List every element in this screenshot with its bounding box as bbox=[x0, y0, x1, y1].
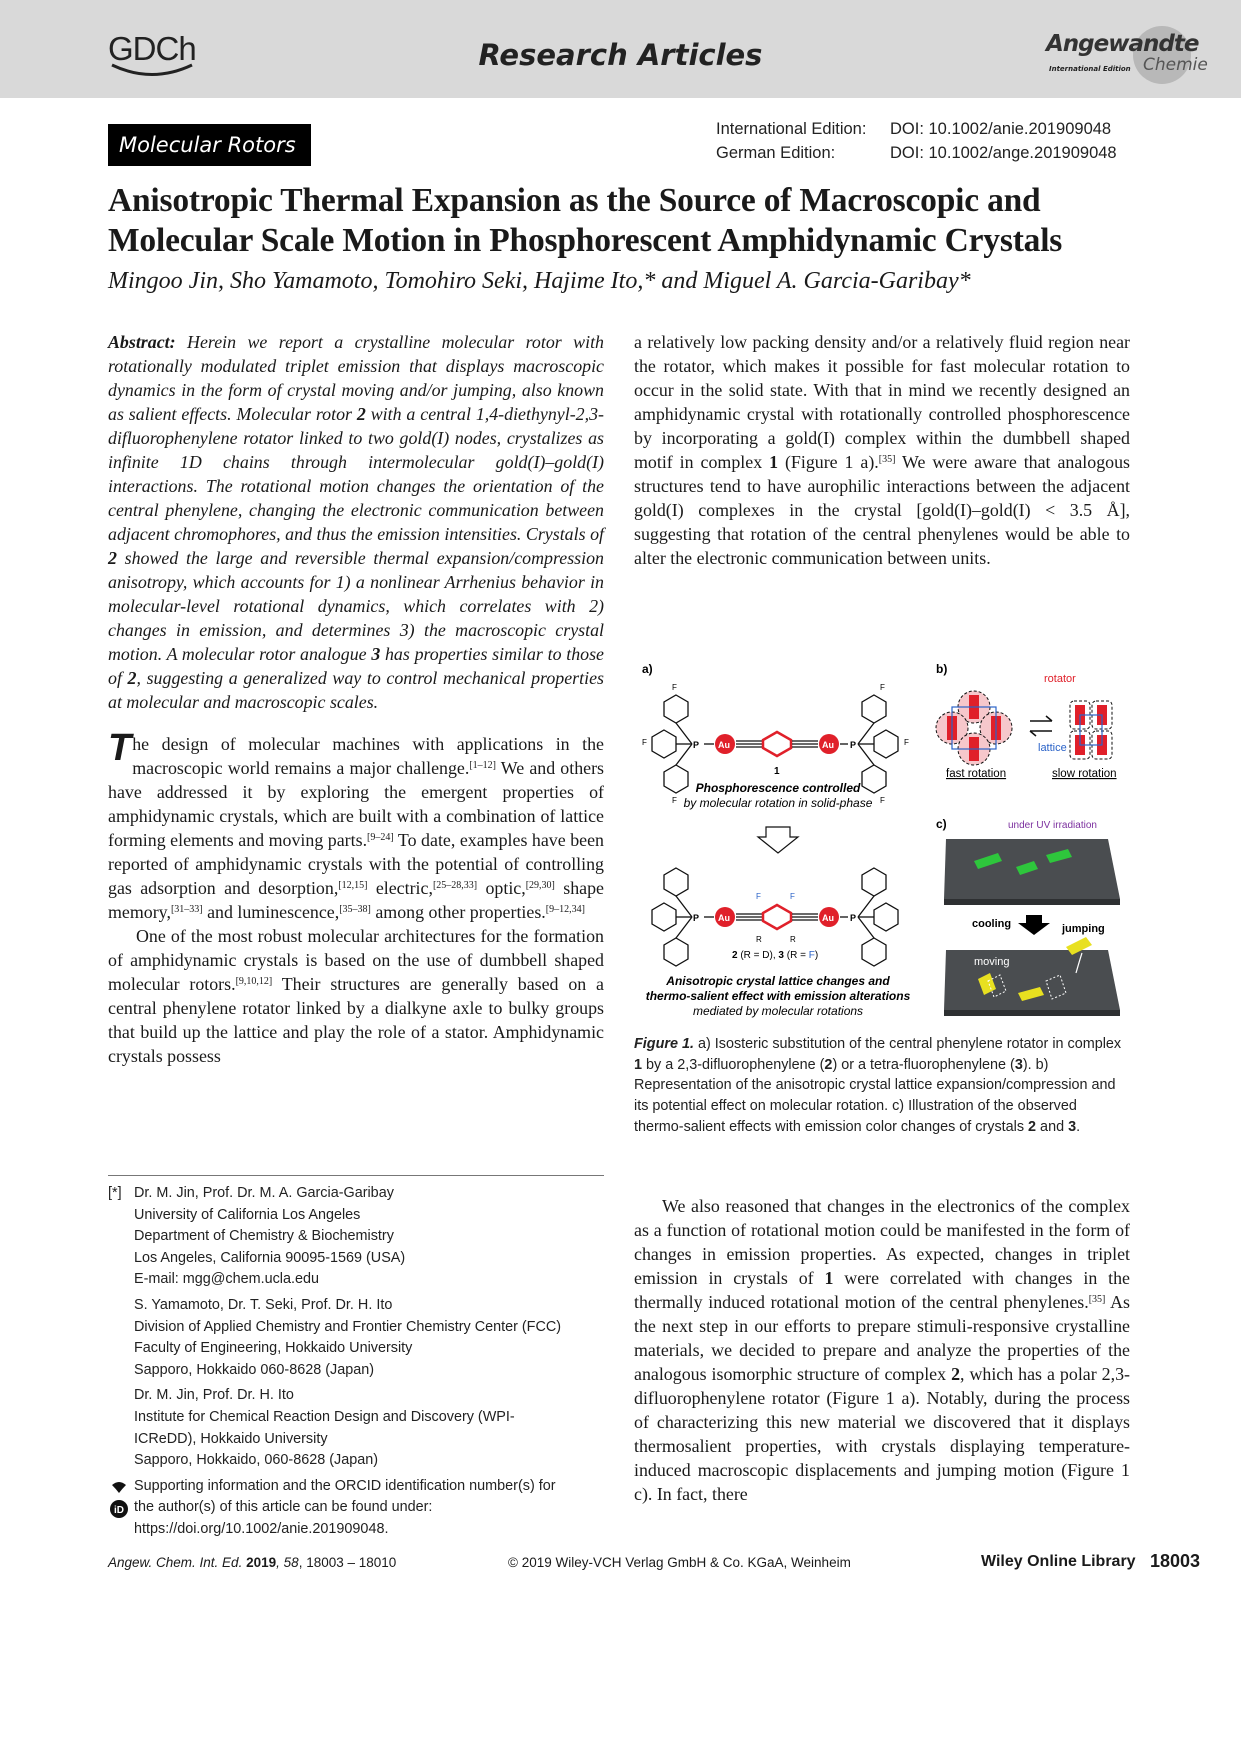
doi-intl-value[interactable]: DOI: 10.1002/anie.201909048 bbox=[890, 120, 1112, 138]
phenyl-ring bbox=[664, 868, 688, 896]
moving-label: moving bbox=[974, 956, 1010, 968]
figure-1 bbox=[634, 655, 1134, 1025]
down-arrow-icon bbox=[758, 827, 798, 853]
compound-1-label: 1 bbox=[774, 766, 780, 777]
fluorine-label: F bbox=[790, 892, 795, 901]
panel-a-label: a) bbox=[642, 662, 653, 676]
r-label: R bbox=[790, 935, 796, 944]
corresponding-mark: [*] bbox=[108, 1185, 122, 1201]
abstract: Abstract: Herein we report a crystalline molecular rotor with rotationally modulated triplet emission that displays macroscopic dynamics in the form of crystal moving and/or jumping, also known as salient effects. Molecular rotor 2 with a central 1,4-diethynyl-2,3-difluorophenylene rotator linked to two gold(I) nodes, crystalizes as infinite 1D chains through intermolecular gold(I)–gold(I) interactions. The rotational motion changes the orientation of the central phenylene, changing the electronic communication between adjacent chromophores, and thus the emission intensities. Crystals of 2 showed the large and reversible thermal expansion/compression anisotropy, which accounts for 1) a nonlinear Arrhenius behavior in molecular-level rotational dynamics, which correlates with 2) changes in emission, and determines 3) the macroscopic crystal motion. A molecular rotor analogue 3 has properties similar to those of 2, suggesting a generalized way to control mechanical properties at molecular and macroscopic scales. bbox=[108, 332, 604, 712]
panel-b bbox=[936, 662, 1117, 780]
body-paragraph: We also reasoned that changes in the electronics of the complex as a function of rotational motion could be manifested in the form of changes in emission properties. As expected, changes in triplet emission in crystals of 1 were correlated with changes in the thermally induced rotational motion of the central phenylenes.[35] As the next step in our efforts to prepare stimuli-responsive crystalline materials, we decided to prepare and analyze the properties of the analogous isomorphic structure of complex 2, which has a polar 2,3-difluorophenylene rotator (Figure 1 a). Notably, during the process of characterizing this new material we discovered that it displays thermosalient properties, with crystals displaying temperature-induced macroscopic displacements and jumping motion (Figure 1 c). In fact, there bbox=[634, 1196, 1130, 1504]
gdch-logo: GDCh bbox=[108, 30, 196, 67]
panel-c-label: c) bbox=[936, 817, 947, 831]
fig-text: Anisotropic crystal lattice changes and bbox=[666, 974, 890, 988]
page-header bbox=[0, 0, 1241, 98]
phenyl-ring bbox=[652, 903, 676, 931]
fluorine-label: F bbox=[880, 683, 885, 692]
gold-label: Au bbox=[718, 740, 730, 750]
compounds-2-3-label: 2 (R = D), 3 (R = F) bbox=[732, 950, 819, 961]
caption-label: Figure 1. bbox=[634, 1036, 694, 1052]
phosphorus-label: P bbox=[850, 913, 857, 923]
article-kicker: Molecular Rotors bbox=[108, 124, 311, 166]
fluorine-label: F bbox=[672, 683, 677, 692]
orcid-icon bbox=[108, 1479, 130, 1519]
affiliation-hokkaido: S. Yamamoto, Dr. T. Seki, Prof. Dr. H. Ito Division of Applied Chemistry and Frontier Chemistry Center (FCC) Faculty of Engineering, Hokkaido University Sapporo, Hokkaido 060-8628 (Japan) bbox=[134, 1296, 562, 1378]
svg-text:iD: iD bbox=[114, 1504, 124, 1516]
right-column bbox=[634, 330, 1130, 570]
intro-paragraph-1: The design of molecular machines with applications in the macroscopic world remains a major challenge.[1–12] We and others have addressed it by exploring the emergent properties of amphidynamic crystals, which are built with a combination of lattice forming elements and moving parts.[9–24] To date, examples have been reported of amphidynamic crystals with the potential of controlling gas adsorption and desorption,[12,15] electric,[25–28,33] optic,[29,30] shape memory,[31–33] and luminescence,[35–38] among other properties.[9–12,34] bbox=[108, 727, 605, 922]
doi-german-value[interactable]: DOI: 10.1002/ange.201909048 bbox=[890, 144, 1117, 162]
doi-international bbox=[716, 120, 1112, 139]
equilibrium-arrows-icon bbox=[1030, 716, 1052, 736]
doi-german bbox=[716, 144, 1117, 163]
doi-intl-label: International Edition: bbox=[716, 120, 867, 138]
fluorine-label: F bbox=[904, 738, 909, 747]
cooling-arrow-icon bbox=[1018, 915, 1050, 935]
fluorine-label: F bbox=[672, 796, 677, 805]
rotator-fluorophenylene bbox=[763, 905, 791, 929]
affiliation-ucla: [*] Dr. M. Jin, Prof. Dr. M. A. Garcia-Garibay University of California Los Angeles Department of Chemistry & Biochemistry Los Angeles, California 90095-1569 (USA) E-mail: mgg@chem.ucla.edu bbox=[108, 1183, 608, 1291]
phosphorus-label: P bbox=[850, 740, 857, 750]
title-line: Anisotropic Thermal Expansion as the Source of Macroscopic and bbox=[108, 182, 1041, 219]
fluorine-label: F bbox=[642, 738, 647, 747]
wiley-online-library-link[interactable]: Wiley Online Library bbox=[981, 1553, 1136, 1570]
drop-cap: T bbox=[108, 727, 132, 769]
jumping-label: jumping bbox=[1062, 923, 1105, 935]
gold-label: Au bbox=[718, 913, 730, 923]
article-title bbox=[108, 181, 1158, 261]
crystal-slab bbox=[944, 950, 1120, 1010]
affiliation-icredd: Dr. M. Jin, Prof. Dr. H. Ito Institute for Chemical Reaction Design and Discovery (WPI- ICReDD), Hokkaido University Sapporo, Hokkaido, 060-8628 (Japan) bbox=[134, 1387, 515, 1469]
gold-label: Au bbox=[822, 740, 834, 750]
fig-text: by molecular rotation in solid-phase bbox=[683, 796, 873, 810]
title-line: Molecular Scale Motion in Phosphorescent Amphidynamic Crystals bbox=[108, 222, 1063, 259]
phenyl-ring bbox=[652, 730, 676, 758]
doi-german-label: German Edition: bbox=[716, 144, 836, 162]
figure-1-caption: Figure 1. a) Isosteric substitution of the central phenylene rotator in complex 1 by a 2,3-difluorophenylene (2) or a tetra-fluorophenylene (3). b) Representation of the anisotropic crystal lattice expansion/compression and its potential effect on molecular rotation. c) Illustration of the observed thermo-salient effects with emission color changes of crystals 2 and 3. bbox=[634, 1036, 1122, 1135]
fluorine-label: F bbox=[756, 892, 761, 901]
affiliations bbox=[108, 1183, 608, 1545]
phenyl-ring bbox=[664, 938, 688, 966]
phenyl-ring bbox=[862, 695, 886, 723]
body-paragraph: a relatively low packing density and/or a relatively fluid region near the rotator, which makes it possible for fast molecular rotation to occur in the solid state. With that in mind we recently designed an amphidynamic crystal with rotationally controlled phosphorescence by incorporating a gold(I) complex within the dumbbell shaped motif in complex 1 (Figure 1 a).[35] We were aware that analogous structures tend to have aurophilic interactions between the adjacent gold(I) complexes in the crystal [gold(I)–gold(I) < 3.5 Å], suggesting that rotation of the central phenylenes would be able to alter the electronic communication between units. bbox=[634, 332, 1130, 568]
gold-label: Au bbox=[822, 913, 834, 923]
fig-text: mediated by molecular rotations bbox=[692, 1004, 864, 1018]
abstract-label: Abstract: bbox=[108, 332, 176, 352]
intro-paragraph-2: One of the most robust molecular architectures for the formation of amphidynamic crystals is based on the use of dumbbell shaped molecular rotors.[9,10,12] Their structures are generally based on a central phenylene rotator linked by a dialkyne axle to bulky groups that build up the lattice and play the role of a stator. Amphidynamic crystals possess bbox=[108, 926, 604, 1066]
journal-logo-name: Angewandte bbox=[1046, 31, 1199, 57]
section-title: Research Articles bbox=[478, 38, 763, 72]
footer-copyright: © 2019 Wiley-VCH Verlag GmbH & Co. KGaA, Weinheim bbox=[508, 1555, 851, 1570]
journal-logo-chemie: Chemie bbox=[1143, 55, 1208, 75]
journal-logo-edition: International Edition bbox=[1049, 65, 1131, 73]
lattice-label: lattice bbox=[1038, 742, 1067, 754]
footer-citation: Angew. Chem. Int. Ed. 2019, 58, 18003 – 18010 bbox=[108, 1555, 397, 1570]
phosphorus-label: P bbox=[693, 740, 700, 750]
footnote-divider bbox=[108, 1175, 604, 1176]
panel-c bbox=[936, 817, 1120, 1016]
fig-text: Phosphorescence controlled bbox=[695, 781, 861, 795]
panel-b-label: b) bbox=[936, 662, 948, 676]
r-label: R bbox=[756, 935, 762, 944]
left-column bbox=[108, 330, 604, 1068]
email-link[interactable]: E-mail: mgg@chem.ucla.edu bbox=[134, 1271, 319, 1288]
phenyl-ring bbox=[664, 695, 688, 723]
phenyl-ring bbox=[874, 730, 898, 758]
page-number: 18003 bbox=[1150, 1551, 1201, 1571]
supporting-info-link[interactable]: https://doi.org/10.1002/anie.201909048. bbox=[134, 1520, 389, 1537]
phenyl-ring bbox=[862, 765, 886, 793]
fast-rotation-label: fast rotation bbox=[946, 768, 1007, 780]
fig-text: thermo-salient effect with emission alterations bbox=[645, 989, 911, 1003]
phenyl-ring bbox=[664, 765, 688, 793]
phenyl-ring bbox=[862, 868, 886, 896]
slow-rotation-label: slow rotation bbox=[1052, 768, 1117, 780]
uv-label: under UV irradiation bbox=[1008, 820, 1097, 831]
fluorine-label: F bbox=[880, 796, 885, 805]
rotator-label: rotator bbox=[1044, 673, 1076, 685]
rotator-phenylene bbox=[763, 732, 791, 756]
phenyl-ring bbox=[862, 938, 886, 966]
cooling-label: cooling bbox=[972, 918, 1012, 930]
panel-a bbox=[642, 662, 911, 1018]
supporting-info: iD Supporting information and the ORCID identification number(s) for the author(s) of this article can be found under: https://doi.org/10.1002/anie.201909048. bbox=[108, 1476, 608, 1541]
right-column-continued bbox=[634, 1194, 1130, 1506]
author-list: Mingoo Jin, Sho Yamamoto, Tomohiro Seki, Hajime Ito,* and Miguel A. Garcia-Garibay* bbox=[108, 268, 971, 294]
phosphorus-label: P bbox=[693, 913, 700, 923]
phenyl-ring bbox=[874, 903, 898, 931]
